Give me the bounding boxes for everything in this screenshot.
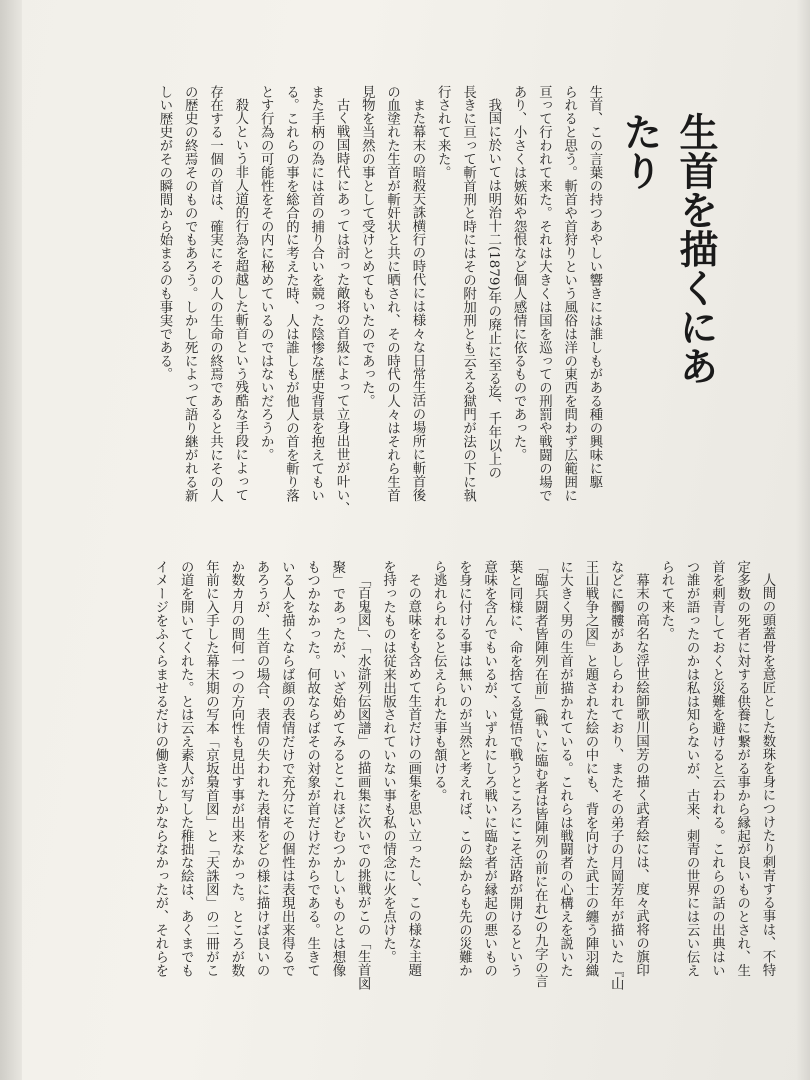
paragraph: 我国に於いては明治十二(1879)年の廃止に至る迄、千年以上の 長きに亘って斬首刑と時にはその附加刑とも云える獄門が法の下に執 行されて来た。 — [435, 85, 501, 502]
page-gutter-shadow — [0, 0, 22, 1080]
paragraph: また幕末の暗殺天誅横行の時代には様々な日常生活の場所に斬首後 の血塗れた生首が斬奸状と共に晒され、その時代の人々はそれら生首 見物を当然の事として受けとめてもいたのであった。 — [359, 85, 425, 502]
paragraph: 生首、この言葉の持つあやしい響きには誰しもがある種の興味に駆 られると思う。斬首や首狩りという風俗は洋の東西を問わず広範囲に 亘って行われて来た。それは大きくは国を巡っての刑罰や戦闘の場で あり、小さくは嫉妬や怨恨など個人感情に依るものであった。 — [511, 85, 602, 502]
page-title: 生首を描くにあたり — [617, 112, 719, 385]
paragraph: 幕末の高名な浮世絵師歌川国芳の描く武者絵には、度々武将の旗印 などに髑髏があしらわれており、またその弟子の月岡芳年が描いた『山 王山戦争之図』と題された絵の中にも、背を向けた武士の纏う陣羽織 に大きく男の生首が描かれている。これらは戦闘者の心構えを説いた 「臨兵闘者皆陣列在前」(戦いに臨む者は皆陣列の前に在れ)の九字の言 葉と同様に、命を捨てる覚悟で戦うところにこそ活路が開けるという 意味を含んでもいるが、いずれにしろ戦いに臨む者が縁起の悪いもの を身に付ける事は無いのが当然と考えれば、この絵からも先の災難か ら逃れられると伝えられた事も頷ける。 — [431, 560, 649, 991]
paragraph: 人間の頭蓋骨を意匠とした数珠を身につけたり刺青する事は、不特 定多数の死者に対する供養に繋がる事から縁起が良いものとされ、生 首を刺青しておくと災難を避けると云われる。これらの話の出典はい つ誰が語ったのかは私は知らないが、古来、刺青の世界には云い伝え られて来た。 — [658, 560, 775, 977]
paragraph: 殺人という非人道的行為を超越した斬首という残酷な手段によって 存在する一個の首は、確実にその人の生命の終焉であると共にその人 の歴史の終焉そのものでもあろう。しかし死によって語り継がれる新 しい歴史がその瞬間から始まるのも事実である。 — [156, 85, 248, 502]
upper-text-block — [156, 85, 607, 540]
paragraph: その意味をも含めて生首だけの画集を思い立ったし、この様な主題 を持ったものは従来出版されていない事も私の情念に火を点けた。 — [380, 560, 421, 977]
paragraph: 「百鬼図」、「水滸列伝図譜」の描画集に次いでの挑戦がこの「生首図 聚」であったが、いざ始めてみるとこれほどむつかしいものとは想像 もつかなかった。何故ならばその対象が首だけだからである。生きて いる人を描くならば顔の表情だけで充分にその個性は表現出来得るで あろうが、生首の場合、表情の失われた表情をどの様に描けば良いの か数カ月の間何一つの方向性も見出す事が出来なかった。ところが数 年前に入手した幕末期の写本「京坂梟首図」と「天誅図」の二冊がこ の道を開いてくれた。とは云え素人が写した稚拙な絵は、あくまでも イメージをふくらませるだけの働きにしかならなかったが、それらを — [152, 560, 371, 991]
lower-text-block — [60, 560, 780, 1020]
paragraph: 古く戦国時代にあっては討った敵将の首級によって立身出世が叶い、 また手柄の為には首の捕り合いを競った陰惨な歴史背景を抱えてもい る。これらの事を総合的に考えた時、人は誰しもが他人の首を斬り落 とす行為の可能性をその内に秘めているのではないだろうか。 — [258, 85, 350, 516]
